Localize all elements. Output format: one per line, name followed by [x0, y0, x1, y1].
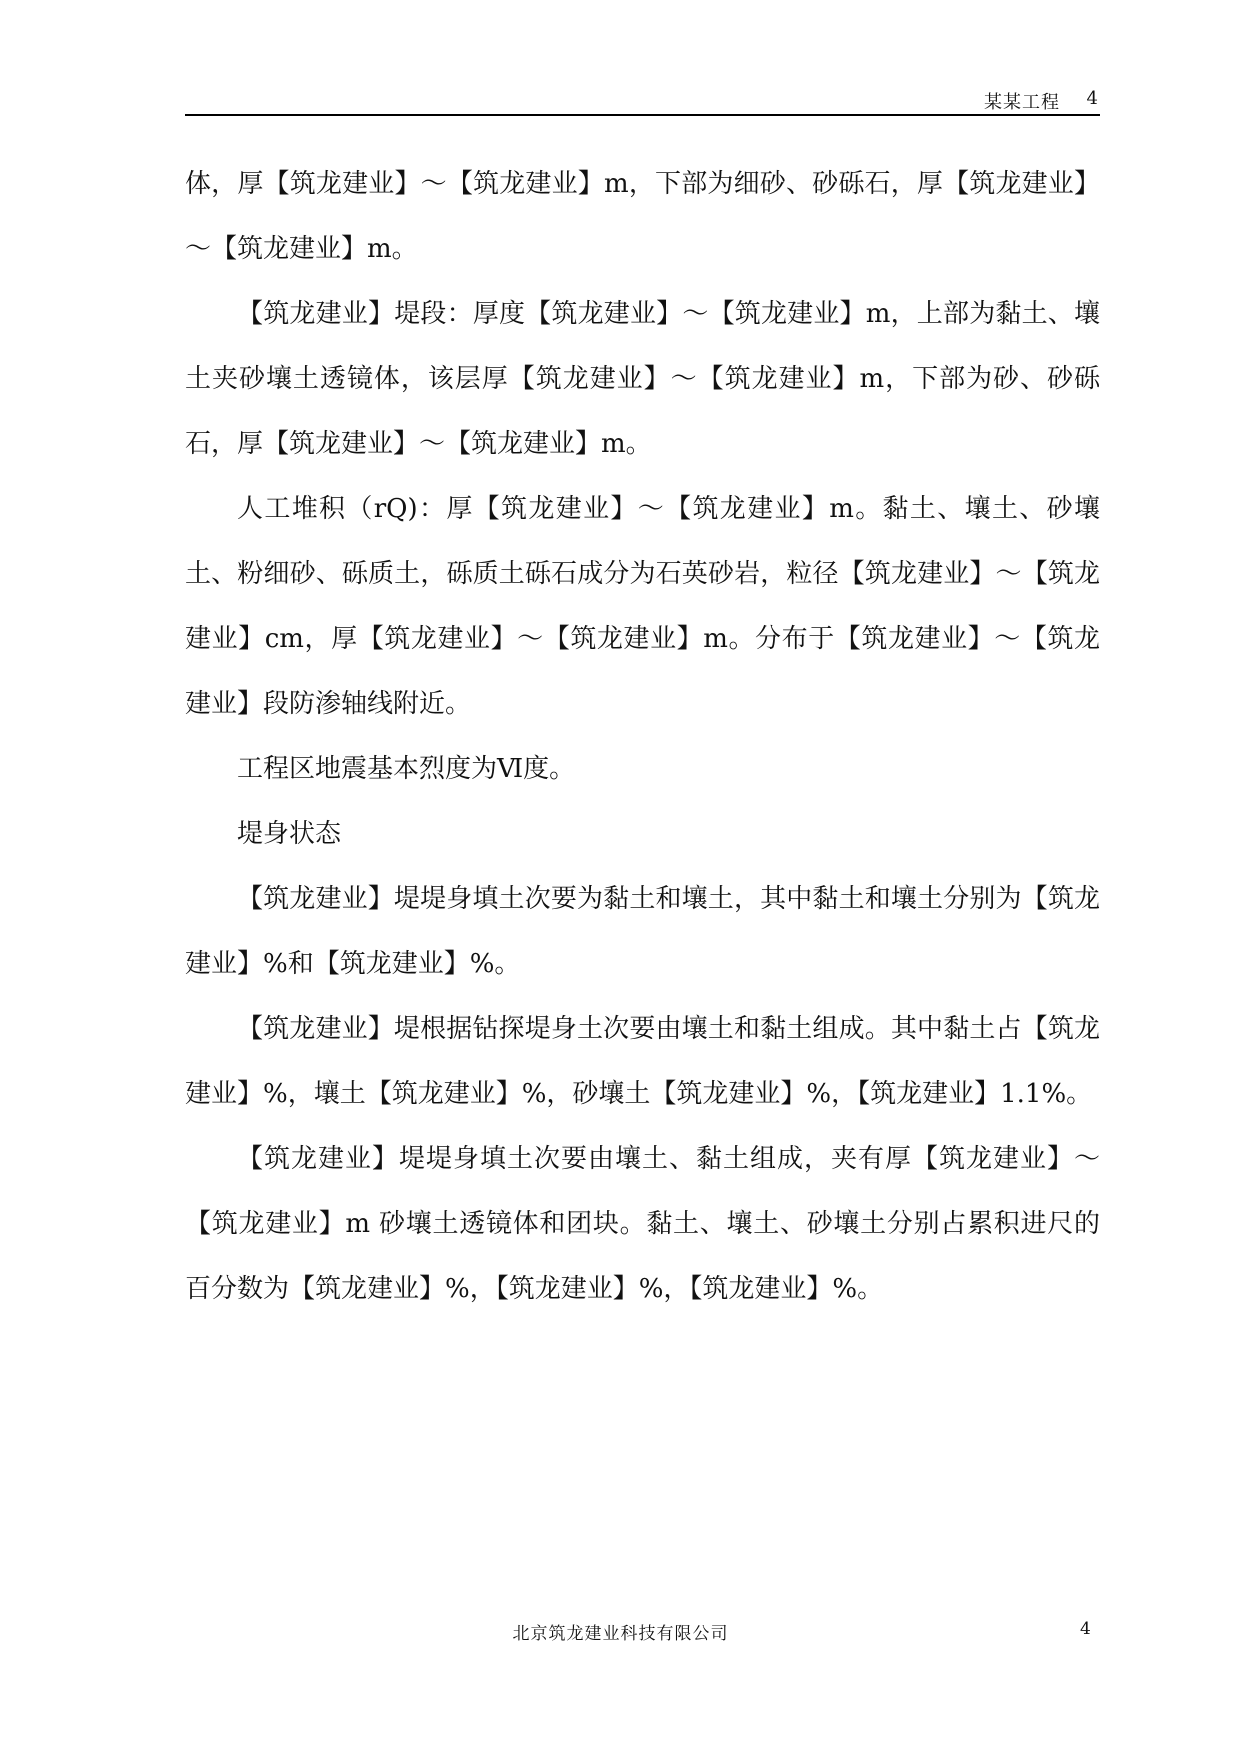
paragraph-fill-composition-3: 【筑龙建业】堤堤身填土次要由壤土、黏土组成，夹有厚【筑龙建业】～【筑龙建业】m 砂壤土透镜体和团块。黏土、壤土、砂壤土分别占累积进尺的百分数为【筑龙建业】%，【筑龙建业】%，【筑龙建业】%。 — [185, 1144, 1100, 1304]
header-page-number: 4 — [1086, 88, 1098, 109]
document-body — [185, 152, 1100, 1322]
paragraph-artificial-fill: 人工堆积（rQ)：厚【筑龙建业】～【筑龙建业】m。黏土、壤土、砂壤土、粉细砂、砾质土，砾质土砾石成分为石英砂岩，粒径【筑龙建业】～【筑龙建业】cm，厚【筑龙建业】～【筑龙建业】m。分布于【筑龙建业】～【筑龙建业】段防渗轴线附近。 — [185, 494, 1100, 719]
page-header — [185, 86, 1100, 116]
paragraph-section-embankment: 【筑龙建业】堤段：厚度【筑龙建业】～【筑龙建业】m，上部为黏土、壤土夹砂壤土透镜体，该层厚【筑龙建业】～【筑龙建业】m，下部为砂、砂砾石，厚【筑龙建业】～【筑龙建业】m。 — [185, 299, 1100, 459]
paragraph-fill-composition-1: 【筑龙建业】堤堤身填土次要为黏土和壤土，其中黏土和壤土分别为【筑龙建业】%和【筑龙建业】%。 — [185, 884, 1100, 979]
paragraph-continuation: 体，厚【筑龙建业】～【筑龙建业】m，下部为细砂、砂砾石，厚【筑龙建业】～【筑龙建业】m。 — [185, 169, 1100, 264]
footer-company-name: 北京筑龙建业科技有限公司 — [512, 1624, 729, 1644]
paragraph-fill-composition-2: 【筑龙建业】堤根据钻探堤身土次要由壤土和黏土组成。其中黏土占【筑龙建业】%，壤土【筑龙建业】%，砂壤土【筑龙建业】%，【筑龙建业】1.1%。 — [185, 1014, 1100, 1109]
header-title: 某某工程 — [984, 92, 1060, 113]
footer-page-number: 4 — [1080, 1619, 1091, 1639]
paragraph-seismic-intensity: 工程区地震基本烈度为Ⅵ度。 — [237, 754, 576, 784]
section-heading-embankment-state: 堤身状态 — [237, 819, 342, 849]
